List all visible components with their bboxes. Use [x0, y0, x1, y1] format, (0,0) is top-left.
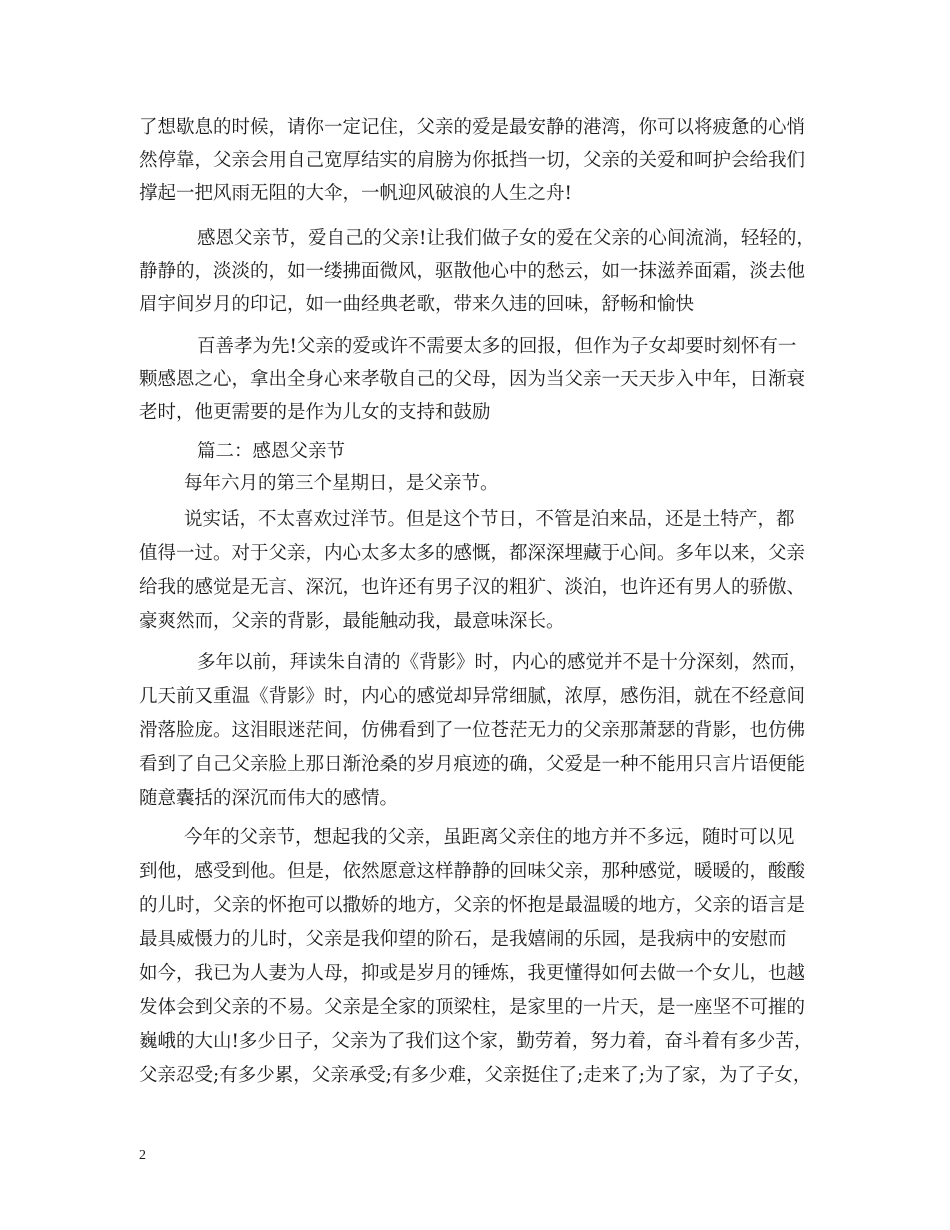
text-line: 几天前又重温《背影》时，内心的感觉却异常细腻，浓厚，感伤泪，就在不经意间	[139, 686, 806, 707]
text-line: 随意囊括的深沉而伟大的感情。	[139, 788, 399, 809]
text-line: 值得一过。对于父亲，内心太多太多的感慨，都深深埋藏于心间。多年以来，父亲	[139, 543, 806, 564]
text-line: 豪爽然而，父亲的背影，最能触动我，最意味深长。	[139, 611, 565, 632]
text-line: 看到了自己父亲脸上那日渐沧桑的岁月痕迹的确，父爱是一种不能用只言片语便能	[139, 754, 806, 775]
text-line: 的儿时，父亲的怀抱可以撒娇的地方，父亲的怀抱是最温暖的地方，父亲的语言是	[139, 895, 806, 916]
text-line: 百善孝为先!父亲的爱或许不需要太多的回报，但作为子女却要时刻怀有一	[197, 336, 797, 357]
text-line: 到他，感受到他。但是，依然愿意这样静静的回味父亲，那种感觉，暖暖的，酸酸	[139, 861, 806, 882]
text-line: 然停靠，父亲会用自己宽厚结实的肩膀为你抵挡一切，父亲的关爱和呵护会给我们	[139, 150, 806, 171]
text-line: 眉宇间岁月的印记，如一曲经典老歌，带来久违的回味，舒畅和愉快	[139, 294, 695, 315]
text-line: 撑起一把风雨无阻的大伞，一帆迎风破浪的人生之舟!	[139, 183, 572, 204]
text-line: 如今，我已为人妻为人母，抑或是岁月的锤炼，我更懂得如何去做一个女儿，也越	[139, 963, 806, 984]
text-line: 颗感恩之心，拿出全身心来孝敬自己的父母，因为当父亲一天天步入中年，日渐衰	[139, 369, 806, 390]
text-line: 今年的父亲节，想起我的父亲，虽距离父亲住的地方并不多远，随时可以见	[184, 827, 795, 848]
text-line: 了想歇息的时候，请你一定记住，父亲的爱是最安静的港湾，你可以将疲惫的心悄	[139, 117, 806, 138]
text-line: 老时，他更需要的是作为儿女的支持和鼓励	[139, 402, 491, 423]
text-line: 给我的感觉是无言、深沉，也许还有男子汉的粗犷、淡泊，也许还有男人的骄傲、	[139, 577, 806, 598]
text-line: 巍峨的大山!多少日子，父亲为了我们这个家，勤劳着，努力着，奋斗着有多少苦，	[139, 1031, 813, 1052]
text-line: 滑落脸庞。这泪眼迷茫间，仿佛看到了一位苍茫无力的父亲那萧瑟的背影，也仿佛	[139, 720, 806, 741]
text-line: 说实话，不太喜欢过洋节。但是这个节日，不管是泊来品，还是土特产，都	[184, 509, 795, 530]
page-number: 2	[139, 1148, 146, 1163]
text-line: 感恩父亲节，爱自己的父亲!让我们做子女的爱在父亲的心间流淌，轻轻的，	[197, 228, 815, 249]
text-line: 发体会到父亲的不易。父亲是全家的顶梁柱，是家里的一片天，是一座坚不可摧的	[139, 997, 806, 1018]
text-line: 静静的，淡淡的，如一缕拂面微风，驱散他心中的愁云，如一抹滋养面霜，淡去他	[139, 261, 806, 282]
section-heading: 篇二：感恩父亲节	[197, 441, 346, 462]
text-line: 每年六月的第三个星期日，是父亲节。	[184, 473, 499, 494]
text-line: 多年以前，拜读朱自清的《背影》时，内心的感觉并不是十分深刻，然而，	[197, 652, 808, 673]
text-line: 父亲忍受;有多少累，父亲承受;有多少难，父亲挺住了;走来了;为了家，为了子女，	[139, 1065, 812, 1086]
text-line: 最具威慑力的儿时，父亲是我仰望的阶石，是我嬉闹的乐园，是我病中的安慰而	[139, 929, 787, 950]
